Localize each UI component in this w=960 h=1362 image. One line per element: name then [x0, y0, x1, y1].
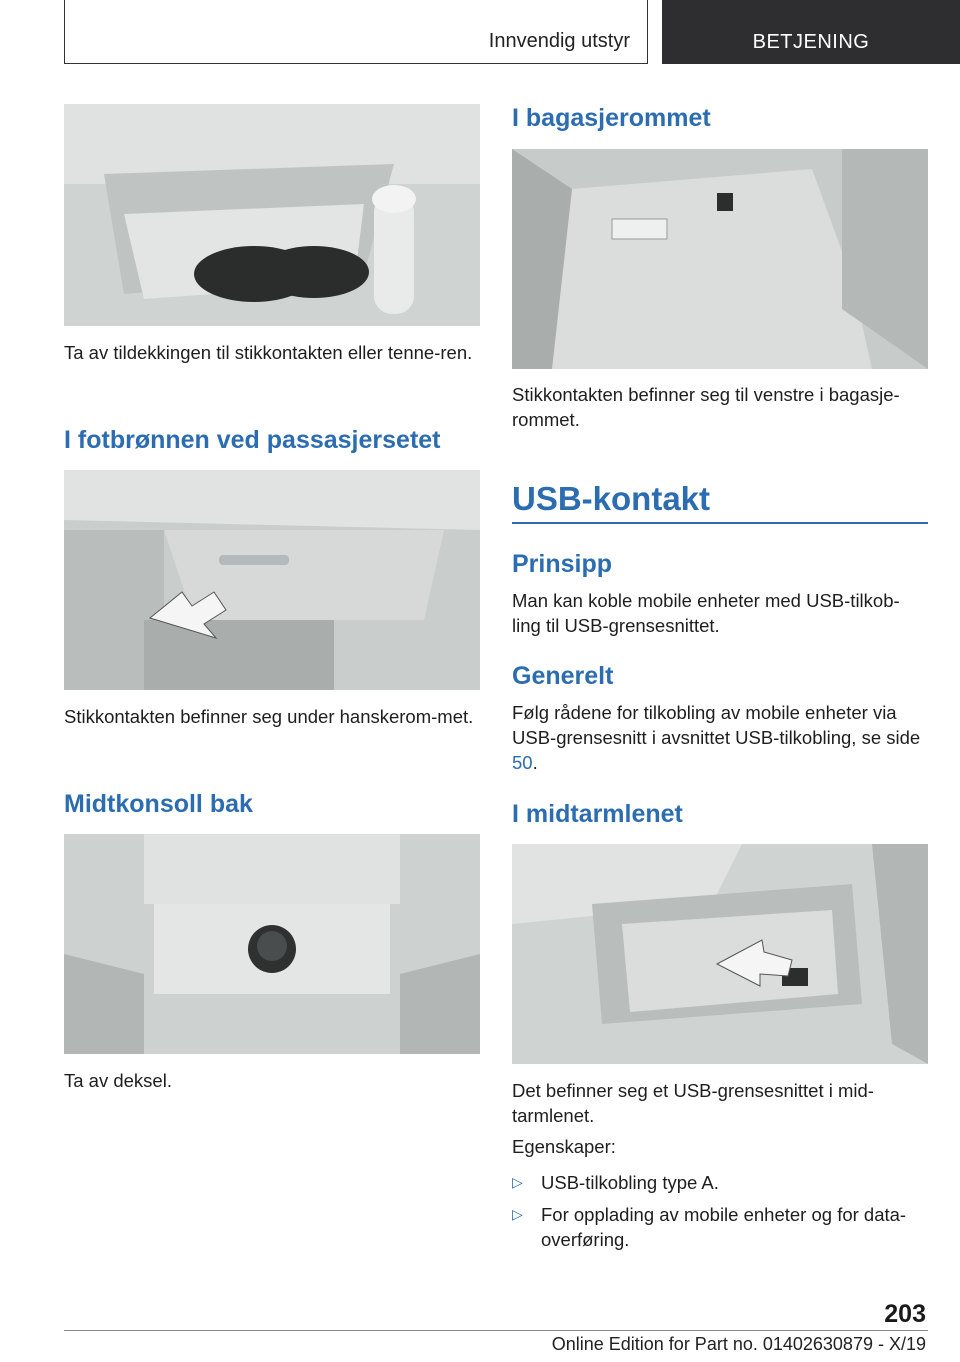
list-item: ▷ For opplading av mobile enheter og for data-overføring.	[512, 1204, 907, 1250]
trunk-image	[512, 149, 928, 369]
heading-armrest: I midtarmlenet	[512, 800, 683, 828]
caption-trunk: Stikkontakten befinner seg til venstre i bagasje-rommet.	[512, 384, 900, 430]
triangle-bullet-icon: ▷	[512, 1174, 523, 1190]
caption-cupholder: Ta av tildekkingen til stikkontakten eller tenne-ren.	[64, 342, 473, 363]
page-link[interactable]: 50	[512, 752, 533, 773]
caption-armrest: Det befinner seg et USB-grensesnittet i mid-tarmlenet.	[512, 1080, 874, 1126]
heading-footwell: I fotbrønnen ved passasjersetet	[64, 426, 441, 454]
header-section-title: Innvendig utstyr	[488, 30, 630, 52]
heading-rule	[512, 522, 928, 524]
footer-edition: Online Edition for Part no. 01402630879 - X/19	[551, 1334, 926, 1354]
heading-trunk: I bagasjerommet	[512, 104, 711, 132]
header-chapter-tab: BETJENING	[662, 0, 960, 64]
heading-usb-contact: USB-kontakt	[512, 480, 711, 517]
caption-rear-console: Ta av deksel.	[64, 1070, 172, 1091]
heading-rear-console: Midtkonsoll bak	[64, 790, 253, 818]
armrest-image	[512, 844, 928, 1064]
glovebox-image	[64, 470, 480, 690]
rear-console-image	[64, 834, 480, 1054]
text-general: Følg rådene for tilkobling av mobile enheter via USB-grensesnitt i avsnittet USB-tilkobling, se side 50.	[512, 702, 921, 773]
caption-glovebox: Stikkontakten befinner seg under hanskerom-met.	[64, 706, 474, 727]
cupholder-image	[64, 104, 480, 326]
triangle-bullet-icon: ▷	[512, 1206, 523, 1222]
text-principle: Man kan koble mobile enheter med USB-tilkob-ling til USB-grensesnittet.	[512, 590, 900, 636]
properties-label: Egenskaper:	[512, 1136, 616, 1157]
heading-general: Generelt	[512, 662, 614, 690]
page-number: 203	[884, 1300, 926, 1328]
heading-principle: Prinsipp	[512, 550, 613, 578]
list-item: ▷ USB-tilkobling type A.	[512, 1172, 719, 1193]
footer-rule	[64, 1330, 928, 1331]
